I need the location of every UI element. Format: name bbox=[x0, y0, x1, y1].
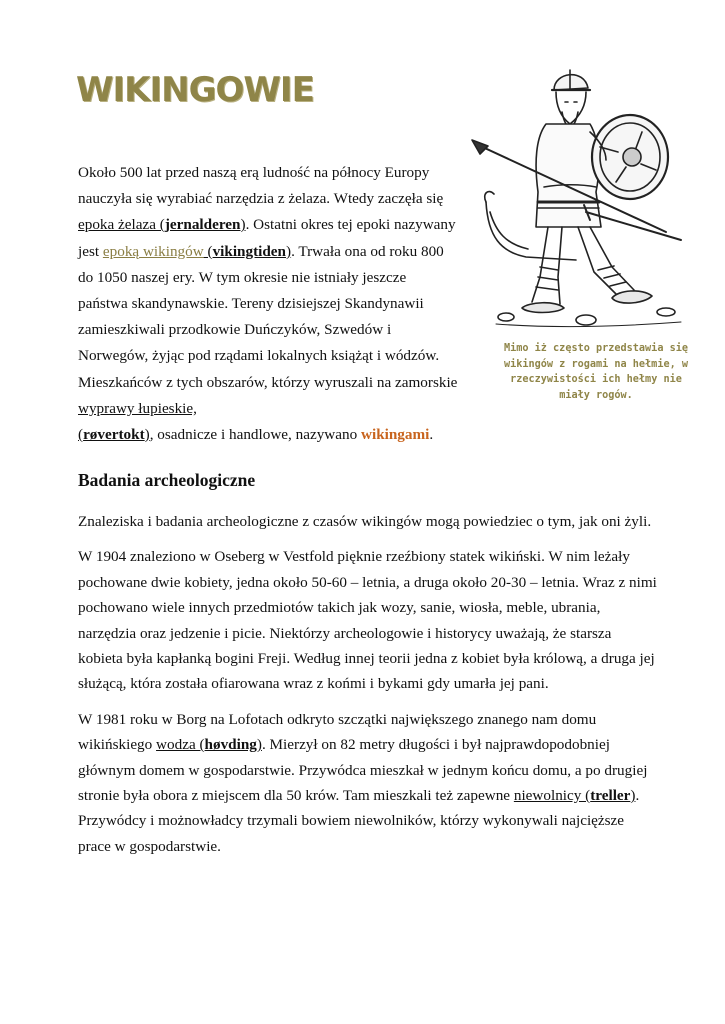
paragraph-3: W 1981 roku w Borg na Lofotach odkryto szczątki największego znanego nam domu wikińskiego wodza (høvding). Mierzył on 82 metry długości i był najprawdopodobniej głównym domem w gospodarstwie. Przywódca mieszkał w jednym końcu domu, a po drugiej stronie była obora z miejscem dla 50 krów. Tam mieszkali też zapewne niewolnicy (treller). Przywódcy i możnowładcy trzymali bowiem niewolników, którzy wykonywali najcięższe prace w gospodarstwie. bbox=[78, 710, 648, 855]
section-heading: Badania archeologiczne bbox=[78, 470, 256, 490]
paragraph-2: W 1904 znaleziono w Oseberg w Vestfold pięknie rzeźbiony statek wikiński. W nim leżały pochowane dwie kobiety, jedna około 50-60 – letnia, a druga około 20-30 – letnia. Wraz z nimi pochowano wiele innych przedmiotów takich jak wozy, sanie, wiosła, meble, ubrania, narzędzia oraz jedzenie i picie. Niektórzy archeologowie i historycy uważają, że starsza kobieta była kapłanką bogini Freji. Według innej teorii jedna z kobiet była królową, a druga jej służącą, która została ofiarowana wraz z końmi i bykami gdy umarła jej pani. bbox=[78, 548, 657, 693]
illustration-caption: Mimo iż często przedstawia się wikingów z rogami na hełmie, w rzeczywistości ich hełmy nie miały rogów. bbox=[503, 343, 688, 401]
link-niewolnicy[interactable]: niewolnicy (treller) bbox=[513, 787, 636, 805]
link-vikingtiden[interactable]: (vikingtiden) bbox=[203, 242, 292, 260]
link-rovertokt[interactable]: (røvertokt) bbox=[78, 426, 150, 444]
highlight-wikingami: wikingami bbox=[361, 426, 430, 444]
intro-paragraph: Około 500 lat przed naszą erą ludność na północy Europy nauczyła się wyrabiać narzędzia z żelaza. Wtedy zaczęła się epoka żelaza (jernalderen). Ostatni okres tej epoki nazywany jest epoką wikingów (vikingtiden). Trwała ona od roku 800 do 1050 naszej ery. W tym okresie nie istniały jeszcze państwa skandynawskie. Tereny dzisiejszej Skandynawii zamieszkiwali przodkowie Duńczyków, Szwedów i Norwegów, żyjąc pod rządami lokalnych książąt i wódzów. Mieszkańców z tych obszarów, którzy wyruszali na zamorskie wyprawy łupieskie, (røvertokt), osadnicze i handlowe, nazywano wikingami. bbox=[78, 164, 458, 444]
link-wyprawy-lupieskie[interactable]: wyprawy łupieskie, bbox=[78, 399, 197, 417]
link-epoka-wikingow[interactable]: epoką wikingów bbox=[102, 242, 204, 260]
link-wodza[interactable]: wodza (høvding) bbox=[156, 736, 262, 754]
link-epoka-zelaza[interactable]: epoka żelaza (jernalderen) bbox=[78, 216, 246, 234]
viking-warrior-illustration bbox=[466, 62, 696, 330]
paragraph-1: Znaleziska i badania archeologiczne z czasów wikingów mogą powiedziec o tym, jak oni żyli. bbox=[78, 513, 652, 530]
page-title: WIKINGOWIE bbox=[76, 70, 314, 110]
section-body bbox=[78, 509, 658, 869]
